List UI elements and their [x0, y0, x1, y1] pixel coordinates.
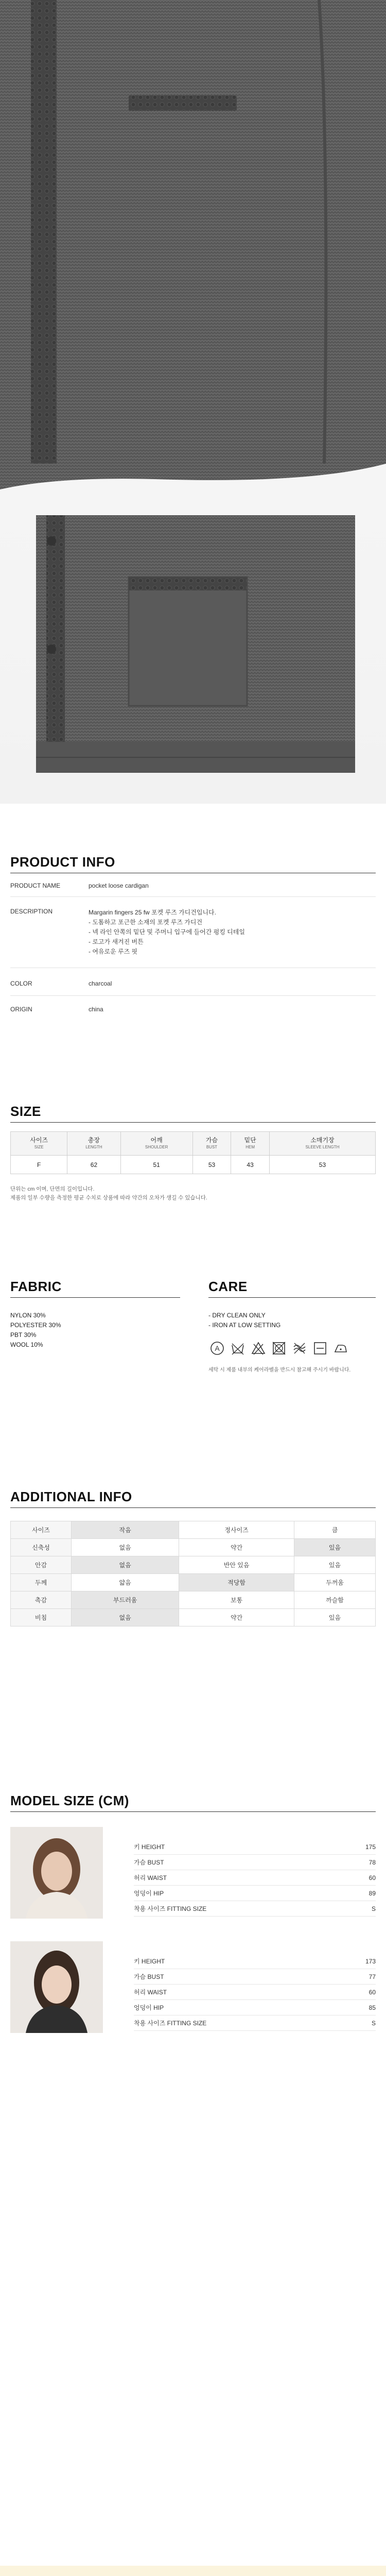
divider — [208, 1297, 376, 1298]
no-bleach-icon — [250, 1340, 267, 1357]
product-name-label: PRODUCT NAME — [10, 882, 61, 889]
model-fitting-size-row: 착용 사이즈 FITTING SIZE S — [134, 1901, 376, 1917]
table-cell: 큼 — [294, 1521, 376, 1539]
model-height-row: 키 HEIGHT 175 — [134, 1839, 376, 1855]
care-instructions — [208, 1311, 280, 1330]
model-hip-row: 엉덩이 HIP 89 — [134, 1886, 376, 1901]
cardigan-knit-illustration — [0, 0, 386, 804]
table-row — [11, 1609, 376, 1626]
row-label: 두께 — [11, 1574, 72, 1591]
care-line: - IRON AT LOW SETTING — [208, 1321, 281, 1329]
bust-col-header: 가슴 BUST — [192, 1132, 231, 1156]
fabric-line: WOOL 10% — [10, 1341, 43, 1348]
description-line: Margarin fingers 25 fw 포켓 루즈 가디건입니다. — [89, 909, 216, 916]
sleeve-col-header: 소매기장 SLEEVE LENGTH — [269, 1132, 375, 1156]
model-photo — [10, 1941, 103, 2033]
table-cell: 약간 — [179, 1609, 294, 1626]
divider — [10, 1811, 376, 1812]
table-row — [11, 1539, 376, 1556]
table-cell: 얇음 — [72, 1574, 179, 1591]
size-table-header — [11, 1132, 376, 1156]
description-line: - 넥 라인 안쪽의 밑단 및 주머니 입구에 들어간 펑킹 디테일 — [89, 928, 245, 936]
description-line: - 여유로운 루즈 핏 — [89, 948, 138, 955]
care-line: - DRY CLEAN ONLY — [208, 1312, 266, 1319]
table-cell: 보통 — [179, 1591, 294, 1609]
size-note — [10, 1185, 207, 1202]
table-cell: 있음 — [294, 1556, 376, 1574]
shoulder-col-header: 어깨 SHOULDER — [120, 1132, 192, 1156]
description-value — [89, 908, 245, 957]
table-cell: 적당함 — [179, 1574, 294, 1591]
additional-info-table — [10, 1521, 376, 1626]
dry-clean-icon — [208, 1340, 226, 1357]
description-line: - 도톰하고 포근한 소재의 포켓 루즈 가디건 — [89, 919, 203, 926]
sleeve-cell: 53 — [269, 1156, 375, 1174]
model-bust-row: 가슴 BUST 77 — [134, 1969, 376, 1985]
model-waist-row: 허리 WAIST 60 — [134, 1870, 376, 1886]
row-label: 촉감 — [11, 1591, 72, 1609]
model-bust-row: 가슴 BUST 78 — [134, 1855, 376, 1870]
notice-section — [0, 2566, 386, 2576]
row-label: 안감 — [11, 1556, 72, 1574]
origin-label: ORIGIN — [10, 1006, 32, 1013]
origin-value: china — [89, 1006, 103, 1013]
model-height-row: 키 HEIGHT 173 — [134, 1954, 376, 1969]
additional-info-heading: ADDITIONAL INFO — [10, 1489, 132, 1504]
table-cell: 작음 — [72, 1521, 179, 1539]
model-waist-row: 허리 WAIST 60 — [134, 1985, 376, 2000]
model-photo — [10, 1827, 103, 1919]
divider — [10, 1297, 180, 1298]
no-tumble-dry-icon — [270, 1340, 288, 1357]
flat-dry-icon — [311, 1340, 329, 1357]
size-heading: SIZE — [10, 1104, 41, 1119]
table-row — [11, 1591, 376, 1609]
table-cell: 없음 — [72, 1556, 179, 1574]
description-line: - 로고가 새겨진 버튼 — [89, 938, 144, 945]
model-fitting-size-row: 착용 사이즈 FITTING SIZE S — [134, 2015, 376, 2031]
size-col-header: 사이즈 SIZE — [11, 1132, 67, 1156]
size-cell: F — [11, 1156, 67, 1174]
care-heading: CARE — [208, 1279, 248, 1294]
row-label: 사이즈 — [11, 1521, 72, 1539]
length-cell: 62 — [67, 1156, 120, 1174]
table-cell: 없음 — [72, 1539, 179, 1556]
color-label: COLOR — [10, 980, 32, 987]
table-row — [11, 1574, 376, 1591]
size-note-line: 단위는 cm 이며, 단면의 길이입니다. — [10, 1186, 95, 1192]
size-note-line: 제품의 일부 수량을 측정한 평균 수치로 상품에 따라 약간의 오차가 생길 수 있습니다. — [10, 1195, 207, 1201]
divider — [10, 896, 376, 897]
fabric-composition — [10, 1311, 61, 1350]
bust-cell: 53 — [192, 1156, 231, 1174]
table-cell: 약간 — [179, 1539, 294, 1556]
table-cell: 정사이즈 — [179, 1521, 294, 1539]
svg-text:A: A — [215, 1344, 220, 1352]
description-label: DESCRIPTION — [10, 908, 53, 915]
color-value: charcoal — [89, 980, 112, 987]
hem-cell: 43 — [231, 1156, 270, 1174]
table-cell: 두꺼움 — [294, 1574, 376, 1591]
product-info-heading: PRODUCT INFO — [10, 854, 115, 870]
no-wring-icon — [291, 1340, 308, 1357]
table-row — [11, 1156, 376, 1174]
model-size-heading: MODEL SIZE (CM) — [10, 1793, 129, 1808]
fabric-line: PBT 30% — [10, 1331, 37, 1338]
row-label: 신축성 — [11, 1539, 72, 1556]
table-cell: 반안 있음 — [179, 1556, 294, 1574]
table-cell: 있음 — [294, 1539, 376, 1556]
product-name-value: pocket loose cardigan — [89, 882, 149, 889]
product-detail-photo — [0, 0, 386, 804]
shoulder-cell: 51 — [120, 1156, 192, 1174]
hem-col-header: 밑단 HEM — [231, 1132, 270, 1156]
model-hip-row: 엉덩이 HIP 85 — [134, 2000, 376, 2015]
fabric-line: NYLON 30% — [10, 1312, 46, 1319]
row-label: 비침 — [11, 1609, 72, 1626]
table-cell: 없음 — [72, 1609, 179, 1626]
size-table — [10, 1131, 376, 1174]
table-row — [11, 1521, 376, 1539]
table-row — [11, 1556, 376, 1574]
table-cell: 부드러움 — [72, 1591, 179, 1609]
divider — [10, 1122, 376, 1123]
care-note: 세탁 시 제품 내부의 케어라벨을 반드시 참고해 주시기 바랍니다. — [208, 1367, 351, 1373]
fabric-heading: FABRIC — [10, 1279, 62, 1294]
table-cell: 있음 — [294, 1609, 376, 1626]
fabric-line: POLYESTER 30% — [10, 1321, 61, 1329]
no-wash-icon — [229, 1340, 247, 1357]
care-icons — [208, 1340, 349, 1357]
iron-low-icon — [332, 1340, 349, 1357]
table-cell: 까슬함 — [294, 1591, 376, 1609]
length-col-header: 총장 LENGTH — [67, 1132, 120, 1156]
divider — [10, 995, 376, 996]
divider — [10, 1507, 376, 1508]
